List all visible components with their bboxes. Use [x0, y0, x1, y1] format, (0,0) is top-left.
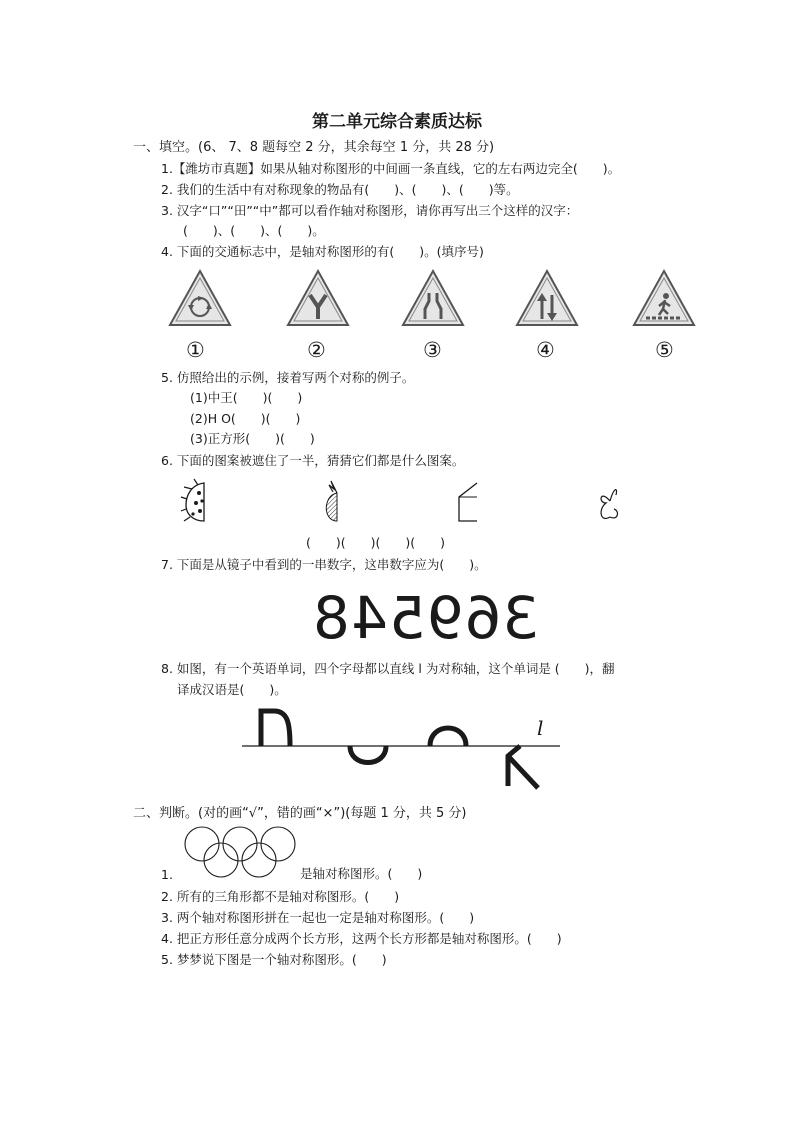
question-1-3-line1: 3. 汉字“口”“田”“中”都可以看作轴对称图形，请你再写出三个这样的汉字： — [161, 203, 579, 218]
question-1-5: 5. 仿照给出的示例，接着写两个对称的例子。 — [161, 370, 415, 385]
letter-d-half — [261, 711, 290, 746]
half-ladybug-icon — [180, 477, 214, 525]
question-1-3-line2: ( )、( )、( )。 — [183, 223, 325, 238]
section2-heading: 二、判断。(对的画“√”，错的画“×”)(每题 1 分，共 5 分) — [133, 806, 467, 821]
question-2-4: 4. 把正方形任意分成两个长方形，这两个长方形都是轴对称图形。( ) — [161, 931, 562, 946]
y-junction-sign-icon — [286, 269, 350, 329]
question-2-1-text: 是轴对称图形。( ) — [300, 866, 423, 881]
mirrored-number: 369548 — [312, 584, 540, 652]
two-way-traffic-sign-icon — [515, 269, 579, 329]
question-1-1: 1.【潍坊市真题】如果从轴对称图形的中间画一条直线，它的左右两边完全( )。 — [161, 161, 621, 176]
half-house-icon — [455, 481, 485, 523]
letter-o-upper-half — [430, 728, 466, 746]
pedestrian-crossing-sign-icon — [632, 269, 696, 329]
question-2-5: 5. 梦梦说下图是一个轴对称图形。( ) — [161, 952, 387, 967]
sign-label-2: ② — [307, 338, 326, 362]
page-title: 第二单元综合素质达标 — [312, 112, 482, 132]
axis-label: l — [537, 716, 544, 740]
half-butterfly-icon — [596, 481, 624, 525]
half-pineapple-icon — [321, 477, 345, 525]
question-2-2: 2. 所有的三角形都不是轴对称图形。( ) — [161, 889, 400, 904]
question-1-5-item-3: (3)正方形( )( ) — [190, 431, 315, 446]
question-1-2: 2. 我们的生活中有对称现象的物品有( )、( )、( )等。 — [161, 182, 519, 197]
letter-k-half — [508, 746, 538, 788]
question-1-8-line1: 8. 如图，有一个英语单词，四个字母都以直线 l 为对称轴，这个单词是 ( )，翻 — [161, 661, 615, 676]
sign-label-4: ④ — [536, 338, 555, 362]
question-2-3: 3. 两个轴对称图形拼在一起也一定是轴对称图形。( ) — [161, 910, 475, 925]
question-1-5-item-1: (1)中王( )( ) — [190, 390, 303, 405]
roundabout-sign-icon — [168, 269, 232, 329]
question-2-1-number: 1. — [161, 867, 173, 882]
question-1-6-blanks: ( )( )( )( ) — [306, 535, 446, 550]
road-narrows-sign-icon — [401, 269, 465, 329]
question-1-6: 6. 下面的图案被遮住了一半，猜猜它们都是什么图案。 — [161, 453, 465, 468]
question-1-5-item-2: (2)H O( )( ) — [190, 411, 301, 426]
section1-heading: 一、填空。(6、 7、8 题每空 2 分，其余每空 1 分，共 28 分) — [133, 140, 495, 155]
sign-label-5: ⑤ — [655, 338, 674, 362]
question-1-8-line2: 译成汉语是( )。 — [177, 682, 287, 697]
half-letters-figure — [240, 700, 570, 796]
olympic-rings-icon — [182, 826, 302, 882]
question-1-4: 4. 下面的交通标志中，是轴对称图形的有( )。(填序号) — [161, 244, 484, 259]
sign-label-1: ① — [186, 338, 205, 362]
letter-o-lower-half — [350, 746, 386, 763]
sign-label-3: ③ — [423, 338, 442, 362]
question-1-7: 7. 下面是从镜子中看到的一串数字，这串数字应为( )。 — [161, 557, 487, 572]
